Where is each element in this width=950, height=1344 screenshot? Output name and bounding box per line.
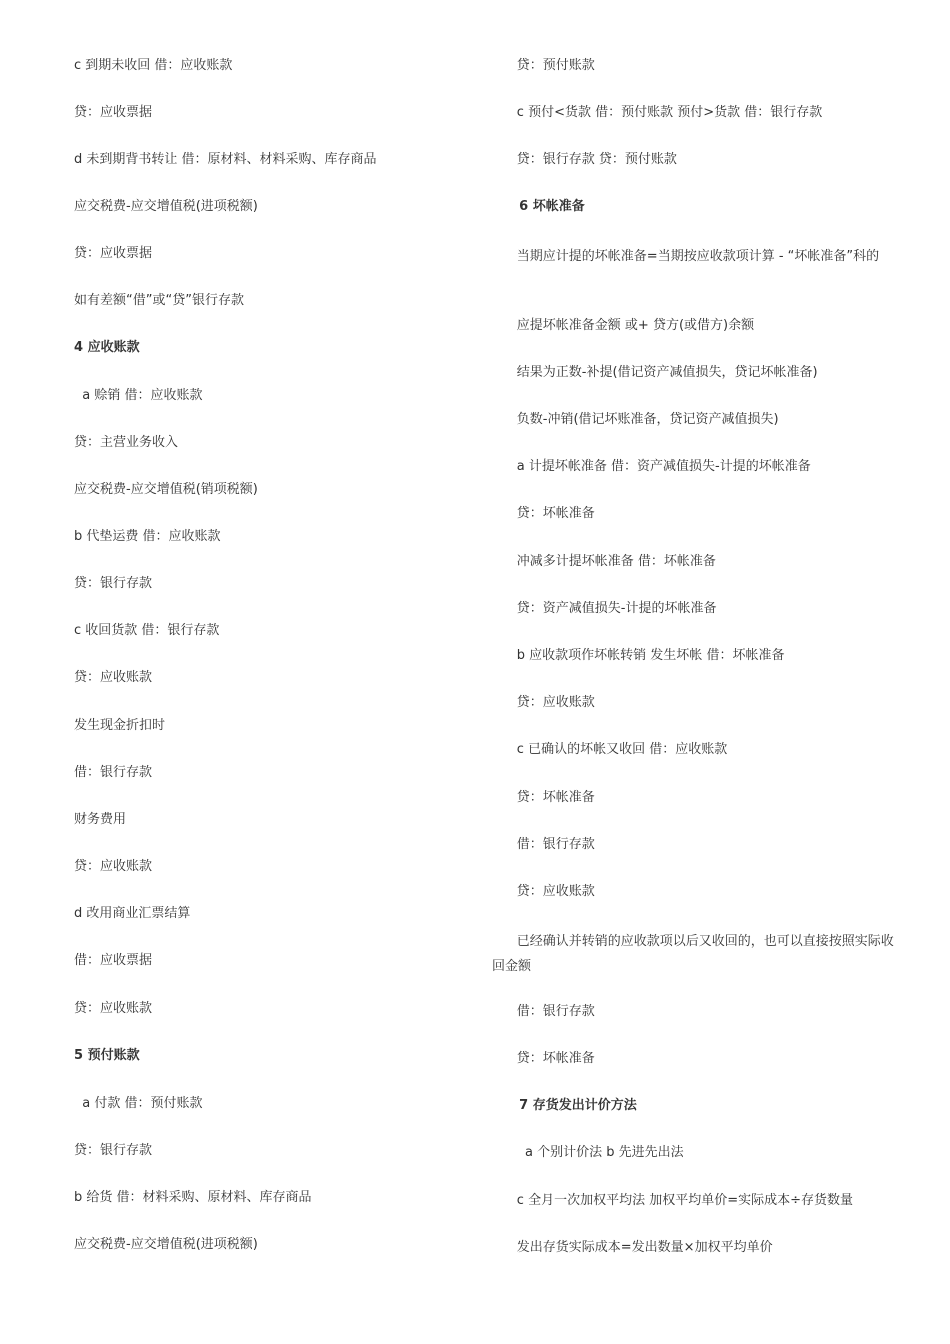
text-line: 发生现金折扣时 xyxy=(74,718,166,733)
text-line: 贷：应收票据 xyxy=(74,246,153,261)
text-line: 当期应计提的坏帐准备=当期按应收款项计算 - “坏帐准备”科的 xyxy=(492,249,880,264)
text-line: a 赊销 借：应收账款 xyxy=(74,388,203,403)
text-line: 如有差额“借”或“贷”银行存款 xyxy=(74,293,244,308)
text-line: a 个别计价法 b 先进先出法 xyxy=(492,1145,684,1160)
text-line: 负数-冲销(借记坏账准备，贷记资产减值损失) xyxy=(492,412,779,427)
text-line: 贷：坏帐准备 xyxy=(492,790,595,805)
text-line: 贷：主营业务收入 xyxy=(74,435,179,450)
text-line: c 全月一次加权平均法 加权平均单价=实际成本÷存货数量 xyxy=(492,1193,853,1208)
text-line: b 代垫运费 借：应收账款 xyxy=(74,529,221,544)
text-line: 应交税费-应交增值税(进项税额) xyxy=(74,1237,258,1252)
text-line: b 给货 借：材料采购、原材料、库存商品 xyxy=(74,1190,312,1205)
section-heading: 6 坏帐准备 xyxy=(492,199,585,214)
text-line: 贷：坏帐准备 xyxy=(492,1051,595,1066)
text-line: 借：银行存款 xyxy=(492,1004,595,1019)
section-heading: 4 应收账款 xyxy=(74,340,140,355)
text-line: 贷：银行存款 贷：预付账款 xyxy=(492,152,677,167)
text-line: 贷：坏帐准备 xyxy=(492,506,595,521)
text-line: a 付款 借：预付账款 xyxy=(74,1096,203,1111)
text-line: 贷：应收账款 xyxy=(492,884,595,899)
text-line: 贷：资产减值损失-计提的坏帐准备 xyxy=(492,601,717,616)
text-line: c 收回货款 借：银行存款 xyxy=(74,623,220,638)
text-line: 应提坏帐准备金额 或+ 贷方(或借方)余额 xyxy=(492,318,755,333)
text-line: b 应收款项作坏帐转销 发生坏帐 借：坏帐准备 xyxy=(492,648,785,663)
text-line: 贷：银行存款 xyxy=(74,576,153,591)
text-line: 借：银行存款 xyxy=(74,765,153,780)
text-line: 贷：应收票据 xyxy=(74,105,153,120)
text-line: 贷：应收账款 xyxy=(74,859,153,874)
text-line: 发出存货实际成本=发出数量×加权平均单价 xyxy=(492,1240,773,1255)
text-line: a 计提坏帐准备 借：资产减值损失-计提的坏帐准备 xyxy=(492,459,811,474)
section-heading: 5 预付账款 xyxy=(74,1048,140,1063)
text-line: c 已确认的坏帐又收回 借：应收账款 xyxy=(492,742,728,757)
text-line: 贷：预付账款 xyxy=(492,58,595,73)
section-heading: 7 存货发出计价方法 xyxy=(492,1098,637,1113)
text-line: 应交税费-应交增值税(进项税额) xyxy=(74,199,258,214)
text-line: 冲减多计提坏帐准备 借：坏帐准备 xyxy=(492,554,716,569)
text-line: 贷：银行存款 xyxy=(74,1143,153,1158)
text-line: 应交税费-应交增值税(销项税额) xyxy=(74,482,258,497)
text-line: 财务费用 xyxy=(74,812,127,827)
text-line: d 未到期背书转让 借：原材料、材料采购、库存商品 xyxy=(74,152,377,167)
text-line: d 改用商业汇票结算 xyxy=(74,906,191,921)
text-line: 贷：应收账款 xyxy=(74,670,153,685)
text-line: 结果为正数-补提(借记资产减值损失，贷记坏帐准备) xyxy=(492,365,818,380)
text-line: c 预付<货款 借：预付账款 预付>货款 借：银行存款 xyxy=(492,105,823,120)
text-line: 已经确认并转销的应收款项以后又收回的，也可以直接按照实际收回金额 xyxy=(492,934,894,974)
text-line: 借：银行存款 xyxy=(492,837,595,852)
text-line: 贷：应收账款 xyxy=(74,1001,153,1016)
text-line: c 到期未收回 借：应收账款 xyxy=(74,58,233,73)
text-line: 贷：应收账款 xyxy=(492,695,595,710)
text-line: 借：应收票据 xyxy=(74,953,153,968)
